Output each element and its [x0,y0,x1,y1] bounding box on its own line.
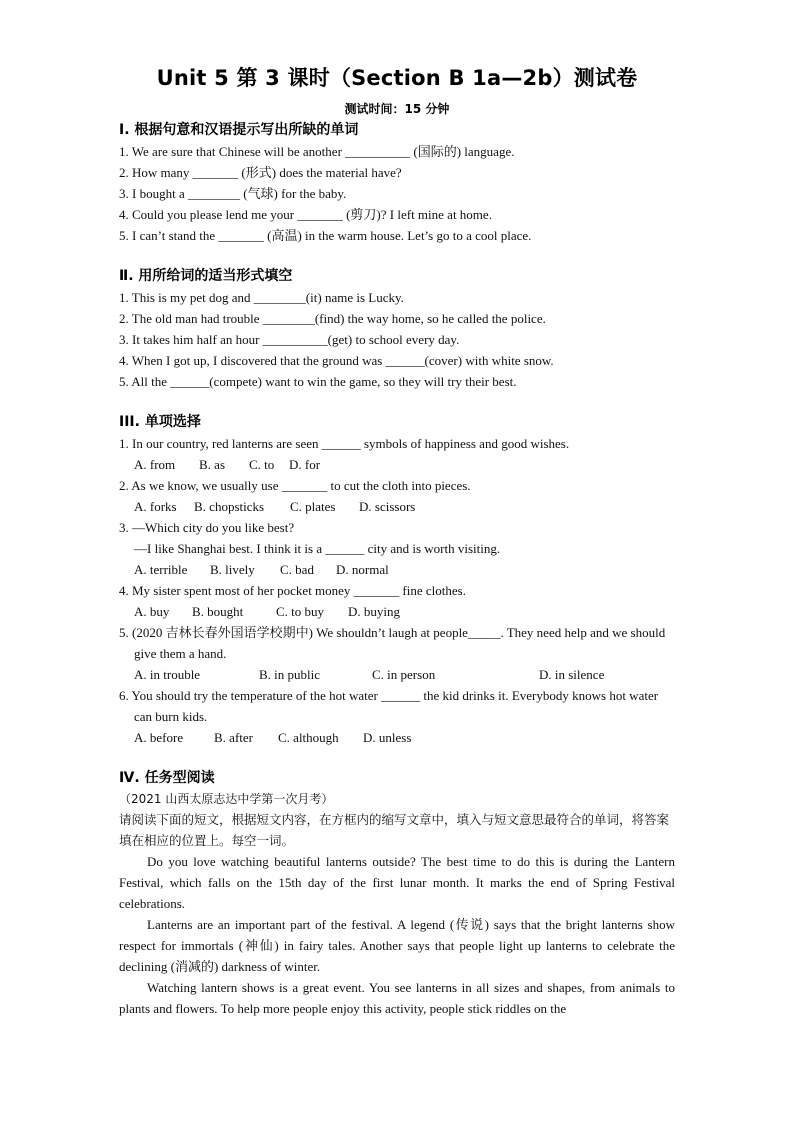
test-time: 测试时间：15 分钟 [344,102,450,116]
option: D. buying [348,604,400,619]
answer-options [119,454,675,475]
question-item: 4. Could you please lend me your _______ (剪刀)? I left mine at home. [119,207,492,222]
reading-paragraph: Do you love watching beautiful lanterns outside? The best time to do this is during the Lantern Festival, which falls on the 15th day of the first lunar month. It marks the end of Spring Festival celebrations. [119,854,675,911]
question-stem: 5. (2020 吉林长春外国语学校期中) We shouldn’t laugh at people_____. They need help and we should give them a hand. [119,625,666,661]
option: D. normal [336,562,389,577]
section-task-reading [119,768,675,1019]
option: B. chopsticks [194,499,265,514]
option: D. for [289,457,321,472]
question-stem: 4. My sister spent most of her pocket money _______ fine clothes. [119,583,466,598]
option: A. terrible [134,562,188,577]
option: B. lively [210,562,255,577]
section-heading: Ⅰ. 根据句意和汉语提示写出所缺的单词 [119,122,359,138]
option: D. scissors [359,499,416,514]
question-item: 5. All the ______(compete) want to win the game, so they will try their best. [119,374,517,389]
question-item: 3. I bought a ________ (气球) for the baby. [119,186,347,201]
reading-paragraph: Watching lantern shows is a great event. You see lanterns in all sizes and shapes, from animals to plants and flowers. To help more people enjoy this activity, people stick riddles on the [119,980,675,1016]
question-item: 1. This is my pet dog and ________(it) name is Lucky. [119,290,404,305]
option: C. bad [280,562,314,577]
option: D. unless [363,730,412,745]
option: A. from [134,457,176,472]
option: B. bought [192,604,244,619]
option: B. in public [259,667,321,682]
option: B. as [199,457,225,472]
section-heading: Ⅳ. 任务型阅读 [119,770,215,786]
question-item: 1. We are sure that Chinese will be another __________ (国际的) language. [119,144,515,159]
section-vocabulary [119,120,675,246]
option: A. buy [134,604,170,619]
page-title: Unit 5 第 3 课时（Section B 1a—2b）测试卷 [156,66,638,90]
worksheet-content [119,120,675,1019]
option: A. before [134,730,184,745]
option: D. in silence [539,667,605,682]
question-item: 2. The old man had trouble ________(find) the way home, so he called the police. [119,311,546,326]
section-multiple-choice [119,412,675,748]
option: A. forks [134,499,177,514]
reading-paragraph: Lanterns are an important part of the festival. A legend (传说) says that the bright lanterns show respect for immortals (神仙) in fairy tales. Another says that people light up lanterns to celebrate the declining (消减的) darkness of winter. [119,917,675,974]
source-note: （2021 山西太原志达中学第一次月考） [119,792,334,806]
option: C. although [278,730,339,745]
option: B. after [214,730,253,745]
option: C. in person [372,667,436,682]
section-heading: Ⅱ. 用所给词的适当形式填空 [119,268,293,284]
option: C. to buy [276,604,325,619]
question-dialogue: —I like Shanghai best. I think it is a ______ city and is worth visiting. [134,541,501,556]
answer-options [119,559,675,580]
question-item: 2. How many _______ (形式) does the material have? [119,165,402,180]
question-item: 3. It takes him half an hour __________(get) to school every day. [119,332,460,347]
section-heading: III. 单项选择 [119,414,201,430]
question-item: 4. When I got up, I discovered that the ground was ______(cover) with white snow. [119,353,554,368]
question-item: 5. I can’t stand the _______ (高温) in the warm house. Let’s go to a cool place. [119,228,532,243]
answer-options [119,727,675,748]
option: A. in trouble [134,667,201,682]
section-word-forms [119,266,675,392]
question-stem: 1. In our country, red lanterns are seen ______ symbols of happiness and good wishes. [119,436,570,451]
answer-options [119,664,675,685]
option: C. to [249,457,275,472]
option: C. plates [290,499,336,514]
question-stem: 6. You should try the temperature of the hot water ______ the kid drinks it. Everybody knows hot water can burn kids. [119,688,659,724]
answer-options [119,601,675,622]
instructions: 请阅读下面的短文，根据短文内容，在方框内的缩写文章中，填入与短文意思最符合的单词，将答案填在相应的位置上。每空一词。 [119,812,670,848]
question-stem: 2. As we know, we usually use _______ to cut the cloth into pieces. [119,478,471,493]
question-stem: 3. —Which city do you like best? [119,520,295,535]
answer-options [119,496,675,517]
